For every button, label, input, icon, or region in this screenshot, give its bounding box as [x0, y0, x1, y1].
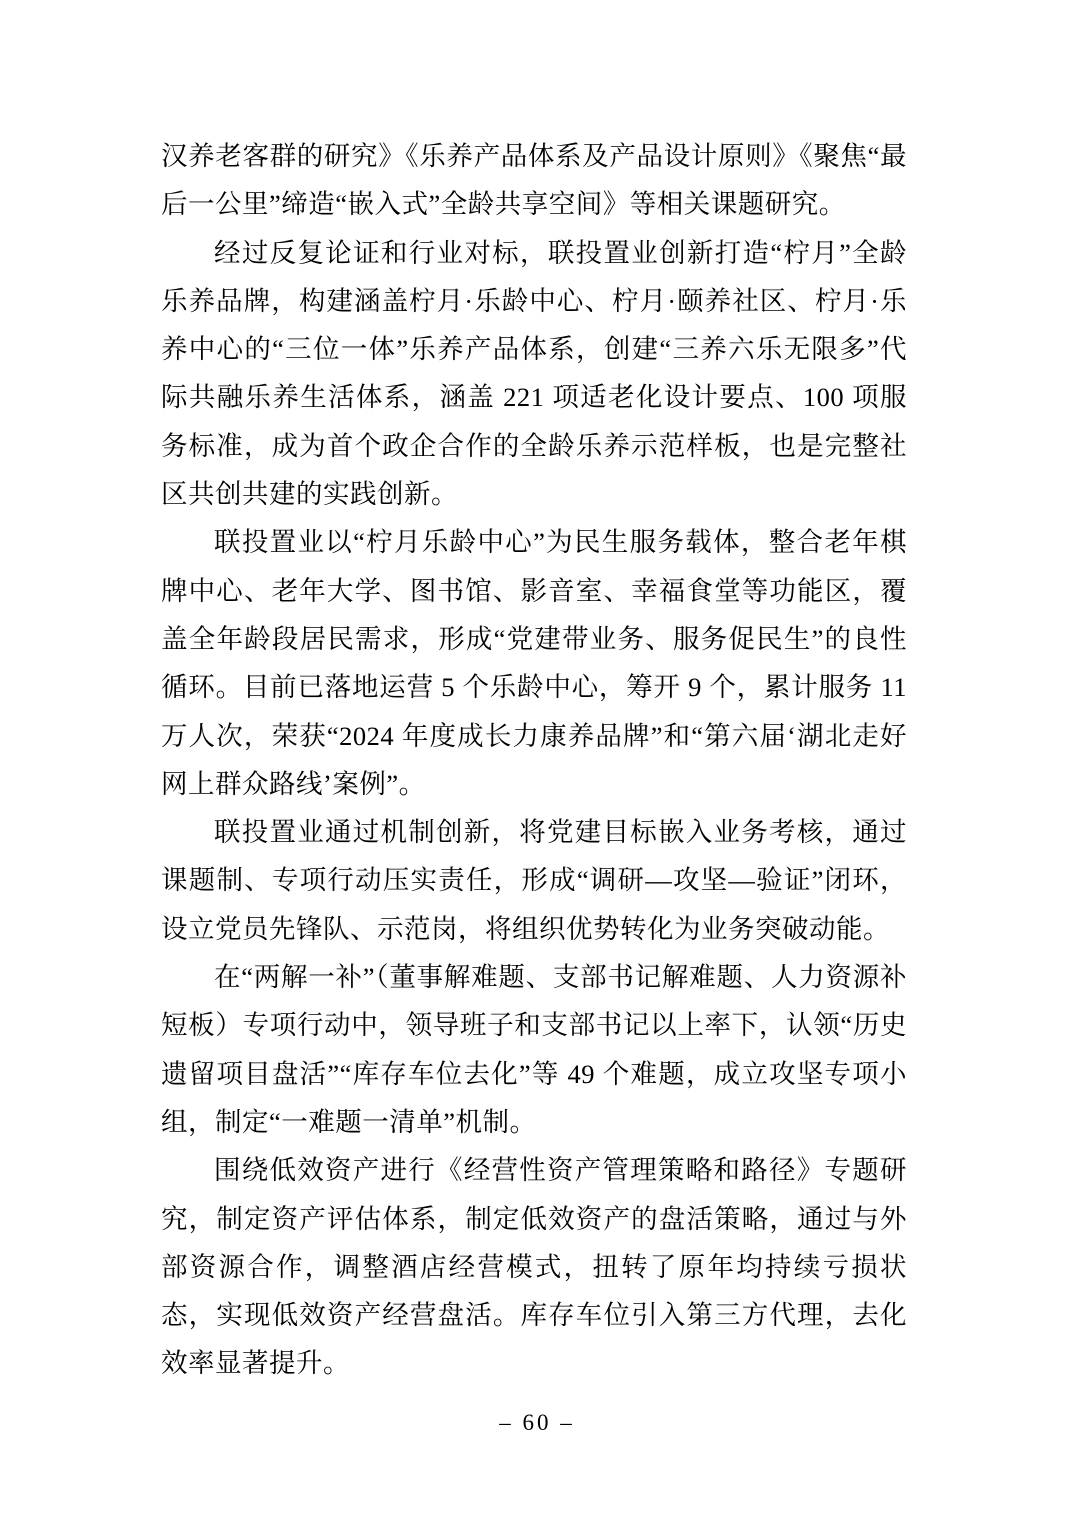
document-text — [161, 132, 907, 1388]
paragraph: 联投置业以“柠月乐龄中心”为民生服务载体，整合老年棋牌中心、老年大学、图书馆、影音室、幸福食堂等功能区，覆盖全年龄段居民需求，形成“党建带业务、服务促民生”的良性循环。目前已落地运营 5 个乐龄中心，筹开 9 个，累计服务 11 万人次，荣获“2024 年度成长力康养品牌”和“第六届‘湖北走好网上群众路线’案例”。 — [161, 527, 907, 799]
paragraph: 经过反复论证和行业对标，联投置业创新打造“柠月”全龄乐养品牌，构建涵盖柠月·乐龄中心、柠月·颐养社区、柠月·乐养中心的“三位一体”乐养产品体系，创建“三养六乐无限多”代际共融乐养生活体系，涵盖 221 项适老化设计要点、100 项服务标准，成为首个政企合作的全龄乐养示范样板，也是完整社区共创共建的实践创新。 — [161, 237, 907, 510]
paragraph: 联投置业通过机制创新，将党建目标嵌入业务考核，通过课题制、专项行动压实责任，形成“调研—攻坚—验证”闭环，设立党员先锋队、示范岗，将组织优势转化为业务突破动能。 — [161, 817, 907, 944]
paragraph: 汉养老客群的研究》《乐养产品体系及产品设计原则》《聚焦“最后一公里”缔造“嵌入式”全龄共享空间》等相关课题研究。 — [161, 141, 907, 220]
page-number: – 60 – — [499, 1410, 575, 1435]
paragraph: 在“两解一补”（董事解难题、支部书记解难题、人力资源补短板）专项行动中，领导班子和支部书记以上率下，认领“历史遗留项目盘活”“库存车位去化”等 49 个难题，成立攻坚专项小组，制定“一难题一清单”机制。 — [161, 962, 907, 1137]
paragraph: 围绕低效资产进行《经营性资产管理策略和路径》专题研究，制定资产评估体系，制定低效资产的盘活策略，通过与外部资源合作，调整酒店经营模式，扭转了原年均持续亏损状态，实现低效资产经营盘活。库存车位引入第三方代理，去化效率显著提升。 — [161, 1155, 907, 1379]
